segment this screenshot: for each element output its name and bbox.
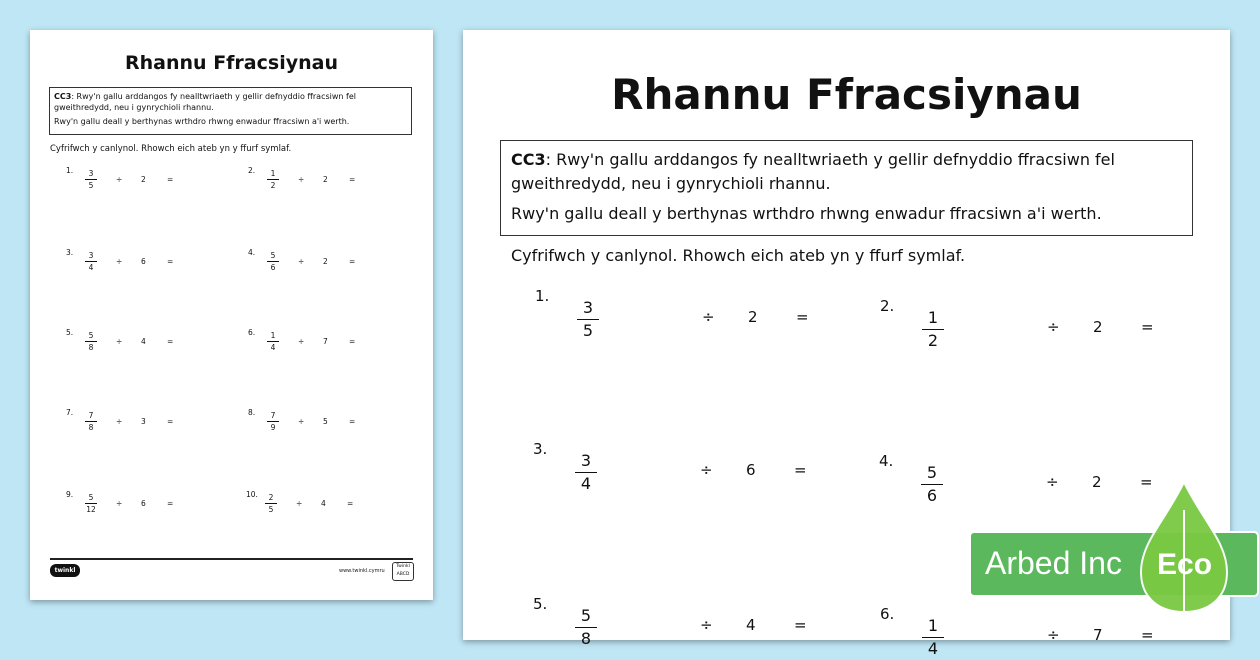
fraction bbox=[919, 462, 945, 507]
numerator: 5 bbox=[926, 463, 938, 482]
divide-sign: ÷ bbox=[298, 175, 305, 184]
watermark-eco-text: Eco bbox=[1157, 548, 1213, 581]
question-number: 4. bbox=[248, 248, 256, 257]
denominator: 4 bbox=[580, 474, 592, 493]
objective-box bbox=[500, 140, 1193, 236]
objective-line2: Rwy'n gallu deall y berthynas wrthdro rhwng enwadur ffracsiwn a'i werth. bbox=[511, 204, 1102, 223]
fraction bbox=[266, 168, 280, 191]
fraction bbox=[84, 250, 98, 273]
divide-sign: ÷ bbox=[1047, 318, 1060, 336]
fraction bbox=[573, 450, 599, 495]
page-title: Rhannu Ffracsiynau bbox=[125, 52, 338, 74]
equals-sign: = bbox=[349, 175, 356, 184]
footer-url: www.twinkl.cymru bbox=[339, 568, 385, 574]
equals-sign: = bbox=[1141, 318, 1154, 336]
denominator: 4 bbox=[270, 343, 276, 352]
divisor: 4 bbox=[321, 499, 326, 508]
divisor: 4 bbox=[746, 616, 756, 634]
numerator: 3 bbox=[580, 451, 592, 470]
denominator: 9 bbox=[270, 423, 276, 432]
divide-sign: ÷ bbox=[116, 257, 123, 266]
equals-sign: = bbox=[167, 257, 174, 266]
equals-sign: = bbox=[794, 461, 807, 479]
denominator: 6 bbox=[926, 486, 938, 505]
question-number: 5. bbox=[66, 328, 74, 337]
numerator: 1 bbox=[270, 331, 276, 340]
numerator: 5 bbox=[88, 331, 94, 340]
divisor: 2 bbox=[323, 257, 328, 266]
objective-code: CC3 bbox=[54, 92, 72, 101]
arbed-inc-eco-watermark bbox=[969, 480, 1259, 620]
fraction bbox=[575, 297, 601, 342]
divisor: 2 bbox=[323, 175, 328, 184]
denominator: 5 bbox=[88, 181, 94, 190]
denominator: 6 bbox=[270, 263, 276, 272]
fraction bbox=[920, 307, 946, 352]
instruction: Cyfrifwch y canlynol. Rhowch eich ateb yn y ffurf symlaf. bbox=[50, 144, 292, 154]
footer-badge: Twinkl ABCD bbox=[392, 562, 414, 581]
numerator: 3 bbox=[582, 298, 594, 317]
denominator: 8 bbox=[88, 343, 94, 352]
question-number: 1. bbox=[66, 166, 74, 175]
question-number: 9. bbox=[66, 490, 74, 499]
divisor: 6 bbox=[141, 499, 146, 508]
numerator: 7 bbox=[88, 411, 94, 420]
divisor: 7 bbox=[1093, 626, 1103, 644]
denominator: 8 bbox=[580, 629, 592, 648]
question-number: 8. bbox=[248, 408, 256, 417]
question-number: 2. bbox=[248, 166, 256, 175]
denominator: 5 bbox=[582, 321, 594, 340]
question-number: 5. bbox=[533, 595, 548, 613]
denominator: 12 bbox=[86, 505, 96, 514]
equals-sign: = bbox=[167, 175, 174, 184]
objective-line1: : Rwy'n gallu arddangos fy nealltwriaeth y gellir defnyddio ffracsiwn fel gweithredydd, neu i gynrychioli rhannu. bbox=[511, 150, 1115, 193]
denominator: 4 bbox=[927, 639, 939, 658]
numerator: 3 bbox=[88, 169, 94, 178]
denominator: 8 bbox=[88, 423, 94, 432]
numerator: 2 bbox=[268, 493, 274, 502]
question-number: 2. bbox=[880, 297, 895, 315]
divide-sign: ÷ bbox=[116, 417, 123, 426]
fraction bbox=[573, 605, 599, 650]
fraction bbox=[266, 250, 280, 273]
divide-sign: ÷ bbox=[298, 257, 305, 266]
fraction bbox=[266, 410, 280, 433]
objective-line1: : Rwy'n gallu arddangos fy nealltwriaeth y gellir defnyddio ffracsiwn fel gweithredydd, neu i gynrychioli rhannu. bbox=[54, 92, 356, 112]
question-number: 6. bbox=[880, 605, 895, 623]
numerator: 3 bbox=[88, 251, 94, 260]
twinkl-logo: twinkl bbox=[50, 564, 80, 577]
divide-sign: ÷ bbox=[702, 308, 715, 326]
fraction bbox=[84, 492, 98, 515]
divisor: 2 bbox=[1093, 318, 1103, 336]
divisor: 7 bbox=[323, 337, 328, 346]
denominator: 2 bbox=[270, 181, 276, 190]
equals-sign: = bbox=[1141, 626, 1154, 644]
fraction bbox=[264, 492, 278, 515]
equals-sign: = bbox=[167, 337, 174, 346]
fraction bbox=[84, 410, 98, 433]
divide-sign: ÷ bbox=[298, 337, 305, 346]
question-number: 10. bbox=[246, 490, 258, 499]
fraction bbox=[84, 168, 98, 191]
numerator: 1 bbox=[927, 308, 939, 327]
objective-line2: Rwy'n gallu deall y berthynas wrthdro rhwng enwadur ffracsiwn a'i werth. bbox=[54, 117, 350, 126]
equals-sign: = bbox=[349, 257, 356, 266]
divide-sign: ÷ bbox=[116, 337, 123, 346]
divide-sign: ÷ bbox=[116, 175, 123, 184]
divisor: 2 bbox=[748, 308, 758, 326]
numerator: 5 bbox=[270, 251, 276, 260]
divisor: 6 bbox=[141, 257, 146, 266]
equals-sign: = bbox=[349, 417, 356, 426]
divisor: 5 bbox=[323, 417, 328, 426]
fraction bbox=[84, 330, 98, 353]
numerator: 5 bbox=[88, 493, 94, 502]
equals-sign: = bbox=[349, 337, 356, 346]
divisor: 4 bbox=[141, 337, 146, 346]
numerator: 7 bbox=[270, 411, 276, 420]
fraction bbox=[266, 330, 280, 353]
footer-divider bbox=[50, 558, 413, 560]
divisor: 2 bbox=[141, 175, 146, 184]
question-number: 1. bbox=[535, 287, 550, 305]
divide-sign: ÷ bbox=[116, 499, 123, 508]
question-number: 7. bbox=[66, 408, 74, 417]
denominator: 4 bbox=[88, 263, 94, 272]
question-number: 6. bbox=[248, 328, 256, 337]
equals-sign: = bbox=[796, 308, 809, 326]
numerator: 1 bbox=[270, 169, 276, 178]
divide-sign: ÷ bbox=[700, 461, 713, 479]
objective-box bbox=[49, 87, 412, 135]
equals-sign: = bbox=[167, 499, 174, 508]
watermark-main-text: Arbed Inc bbox=[985, 545, 1122, 581]
fraction bbox=[920, 615, 946, 660]
worksheet-thumbnail bbox=[30, 30, 433, 600]
divide-sign: ÷ bbox=[296, 499, 303, 508]
divisor: 2 bbox=[1092, 473, 1102, 491]
divide-sign: ÷ bbox=[1046, 473, 1059, 491]
page-title: Rhannu Ffracsiynau bbox=[611, 70, 1082, 119]
divide-sign: ÷ bbox=[1047, 626, 1060, 644]
divide-sign: ÷ bbox=[298, 417, 305, 426]
equals-sign: = bbox=[167, 417, 174, 426]
equals-sign: = bbox=[1140, 473, 1153, 491]
divisor: 6 bbox=[746, 461, 756, 479]
question-number: 3. bbox=[533, 440, 548, 458]
objective-code: CC3 bbox=[511, 150, 546, 169]
question-number: 4. bbox=[879, 452, 894, 470]
instruction: Cyfrifwch y canlynol. Rhowch eich ateb yn y ffurf symlaf. bbox=[511, 246, 966, 265]
numerator: 5 bbox=[580, 606, 592, 625]
divisor: 3 bbox=[141, 417, 146, 426]
equals-sign: = bbox=[347, 499, 354, 508]
divide-sign: ÷ bbox=[700, 616, 713, 634]
denominator: 5 bbox=[268, 505, 274, 514]
numerator: 1 bbox=[927, 616, 939, 635]
denominator: 2 bbox=[927, 331, 939, 350]
equals-sign: = bbox=[794, 616, 807, 634]
question-number: 3. bbox=[66, 248, 74, 257]
